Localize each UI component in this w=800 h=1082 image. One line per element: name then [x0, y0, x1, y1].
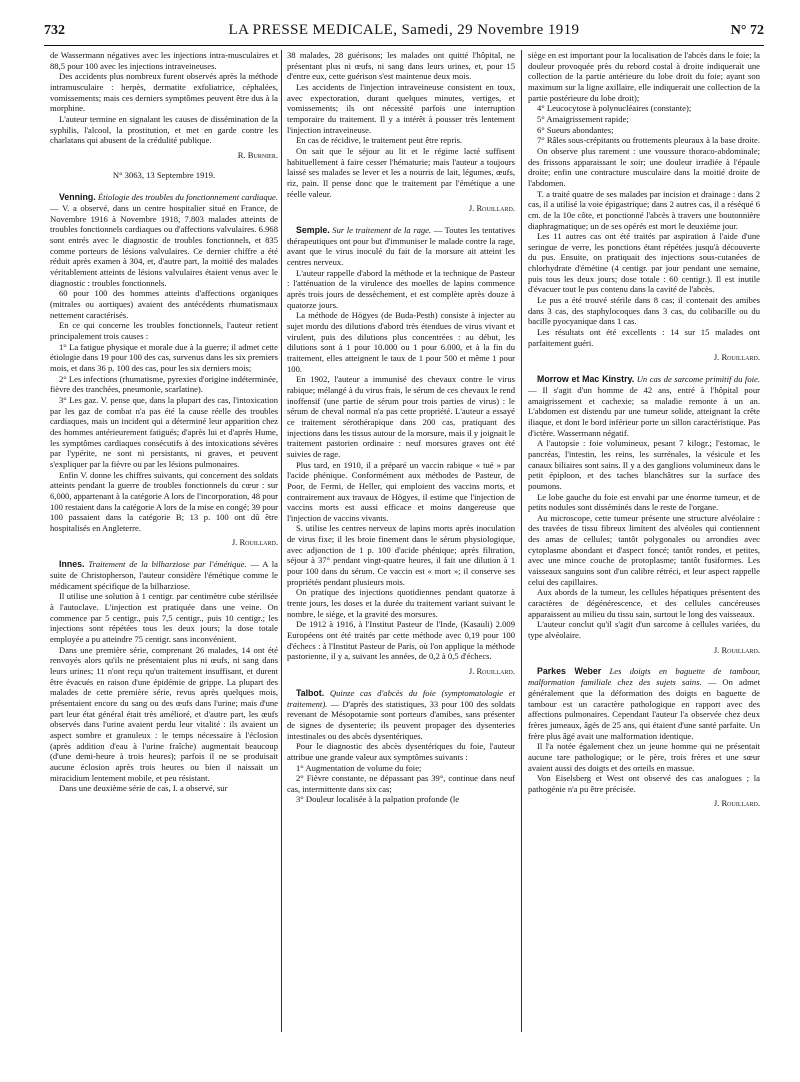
author-signature: J. Rouillard.: [713, 798, 760, 809]
article-venning: [50, 192, 278, 288]
paragraph: En cas de récidive, le traitement peut être repris.: [296, 135, 463, 146]
paragraph: 2° Les infections (rhumatisme, pyrexies d'origine indéterminée, fièvre des tranchées, pneumonie, scarlatine).: [50, 373, 278, 395]
paragraph: La méthode de Högyes (de Buda-Pesth) consiste à injecter au sujet mordu des dilutions d'abord très étendues de virus vivant et virulent, puis des dilutions plus concentrées : au début, les dilutions sont à 1 pour 10.000 ou 1 pour 6.000, et à la fin du traitement, elles atteignent le taux de 1 pour 500 et même 1 pour 100.: [287, 310, 515, 374]
author-signature: R. Burnier.: [237, 149, 278, 160]
issue-number: N° 72: [730, 23, 764, 38]
article-text: — D'après des statistiques, 33 pour 100 des soldats revenant de Mésopotamie sont porteurs d'amibes, sans présenter de signes de dysenterie; ils peuvent propager des dysenteries intestinales ou des abcès dysentériques.: [287, 698, 515, 741]
paragraph: T. a traité quatre de ses malades par incision et drainage : dans 2 cas, il a utilisé la voie épigastrique; dans 2 autres cas, il a réséqué 6 cm. de la 10e côte, et ponctionné l'abcès à travers une boutonnière diaphragmatique; un de ses opérés est mort le deuxième jour.: [528, 188, 760, 231]
article-title: Un cas de sarcome primitif du foie.: [636, 374, 760, 385]
article-title: Traitement de la bilharziose par l'émétique.: [88, 559, 247, 570]
author-signature: J. Rouillard.: [713, 352, 760, 363]
article-talbot: [287, 688, 515, 742]
paragraph: 3° Les gaz. V. pense que, dans la plupart des cas, l'intoxication par les gaz de combat n'a pas été la cause réelle des troubles cardiaques, mais un incident qui a déterminé leur apparition chez des hommes antérieurement fatigués; d'après lui et d'après Hume, les symptômes cardiaques consécutifs à des intoxications sévères par l'ypérite, ne sont ni persistants, ni graves, et peuvent s'expliquer par la fièvre ou par les lésions pulmonaires.: [50, 394, 278, 469]
paragraph: Le pus a été trouvé stérile dans 8 cas; il contenait des amibes dans 3 cas, des staphylocoques dans 3 cas, du colibacille ou du bacille pyocyanique dans 1 cas.: [528, 295, 760, 327]
paragraph: Les accidents de l'injection intraveineuse consistent en toux, avec expectoration, durant quelques minutes, vertiges, et vomissements; ils ont nécessité parfois une interruption temporaire du traitement. Il y a intérêt à pousser très lentement l'injection intraveineuse.: [287, 81, 515, 135]
paragraph: L'auteur termine en signalant les causes de dissémination de la syphilis, l'alcool, la prostitution, et met en garde contre les charlatans qui abusent de la crédulité publique.: [50, 113, 278, 146]
article-author: Semple.: [296, 224, 330, 235]
paragraph: S. utilise les centres nerveux de lapins morts après inoculation de virus fixe; il les broie finement dans le sérum physiologique, avec adjonction de 1 p. 100 d'acide phénique; après filtration, séjour à 37° pendant vingt-quatre heures, il fait une dilution à 1 pour 100 dans du sérum. Ce vaccin est « mort »; il conserve ses propriétés pendant plusieurs mois.: [287, 523, 515, 587]
article-text: — On admet généralement que la déformation des doigts en baguette de tambour est un caractère pathologique en rapport avec des affections pulmonaires. Cependant l'auteur l'a observée chez deux frères jumeaux, âgés de 25 ans, qui étaient d'une santé parfaite. Un frère plus âgé avait une malformation identique.: [528, 677, 760, 741]
article-innes: [50, 559, 278, 591]
author-signature: J. Rouillard.: [231, 537, 278, 548]
paragraph: En ce qui concerne les troubles fonctionnels, l'auteur retient principalement trois causes :: [50, 320, 278, 341]
paragraph: On pratique des injections quotidiennes pendant quatorze à trente jours, les doses et la durée du traitement variant suivant le nombre, le siège, et la gravité des morsures.: [287, 587, 515, 619]
paragraph: Dans une première série, comprenant 26 malades, 14 ont été renvoyés alors qu'ils ne présentaient plus ni œufs, ni sang dans leurs urines; 11 n'ont reçu qu'un traitement insuffisant, et durent être évacués en raison d'une épidémie de grippe. La plupart des malades de cette première série, revus après quelques mois, présentaient encore du sang ou des œufs dans l'urine; mais d'une part leur état général était très amélioré, et d'autre part, les œufs observés dans l'urine avaient perdu leur vitalité : ils avaient un aspect sombre et granuleux : le temps nécessaire à l'éclosion (après addition d'eau à l'urine fraîche) augmentait beaucoup (d'une demi-heure à trois heures); parfois il ne se produisait aucune éclosion après trois heures ou bien il naissait un miracidium lentement mobile, et peu résistant.: [50, 644, 278, 783]
paragraph: Dans une deuxième série de cas, I. a observé, sur: [59, 783, 228, 794]
paragraph: 1° La fatigue physique et morale due à la guerre; il admet cette étiologie dans 19 pour 100 des cas, survenus dans les six premiers mois, et dans 36 p. 100 des cas, pour les six derniers mois;: [50, 341, 278, 373]
article-title: Quinze cas d'abcès du foie (symptomatologie et traitement).: [287, 687, 516, 709]
column-2: [287, 50, 515, 805]
paragraph: Pour le diagnostic des abcès dysentériques du foie, l'auteur attribue une grande valeur aux symptômes suivants :: [287, 741, 515, 762]
column-3: [528, 50, 760, 813]
paragraph: 3° Douleur localisée à la palpation profonde (le: [296, 794, 460, 805]
paragraph: Il utilise une solution à 1 centigr. par centimètre cube stérilisée à l'autoclave. L'injection est pratiquée dans une veine. On commence par 5 centigr., puis 7,5 centigr., puis 10 centigr.; les injections sont répétées tous les deux jours; la dose totale employée a pu atteindre 75 centigr. sans inconvénient.: [50, 591, 278, 644]
paragraph: Aux abords de la tumeur, les cellules hépatiques présentent des caractères de dégénérescence, et des cellules cancéreuses apparaissent au milieu du tissu sain, surtout le long des vaisseaux.: [528, 587, 760, 619]
paragraph: 6° Sueurs abondantes;: [537, 124, 614, 135]
report-reference: N° 3063, 13 Septembre 1919.: [112, 169, 216, 180]
article-text: — A la suite de Christopherson, l'auteur considère l'émétique comme le médicament spécifique de la bilharziose.: [50, 559, 278, 591]
paragraph: 38 malades, 28 guérisons; les malades ont quitté l'hôpital, ne présentant plus ni œufs, ni sang dans leurs urines, et, pour 15 d'entre eux, cette guérison s'est maintenue deux mois.: [287, 50, 515, 82]
paragraph: Au microscope, cette tumeur présente une structure alvéolaire : des travées de tissu fibreux limitent des alvéoles qui contiennent des amas de cellules; tantôt polygonales ou arrondies avec cytoplasme abondant et d'aspect foncé; tantôt rondes, et petites, avec une mince couche de protoplasme; tantôt fusiformes. Les vaisseaux sanguins sont d'un calibre rétréci, et leur aspect rappelle celui des capillaires.: [528, 512, 760, 587]
article-title: Les doigts en baguette de tambour, malformation familiale chez des sujets sains.: [528, 666, 760, 688]
paragraph: Plus tard, en 1910, il a préparé un vaccin rabique « tué » par l'acide phénique. Conformément aux méthodes de Pasteur, de Poor, de Fermi, de Heller, qui emploient des vaccins morts, et contrairement aux travaux de Högyes, il estime que l'injection de vaccins morts est aussi efficace et moins dangereuse que l'injection de vaccins vivants.: [287, 459, 515, 523]
paragraph: 60 pour 100 des hommes atteints d'affections organiques (mitrales ou aortiques) avaient des antécédents rhumatismaux nettement caractérisés.: [50, 288, 278, 320]
header-rule: [44, 45, 764, 46]
paragraph: Le lobe gauche du foie est envahi par une énorme tumeur, et de petits nodules sont disséminés dans le reste de l'organe.: [528, 491, 760, 513]
article-semple: [287, 225, 515, 268]
article-morrow: [528, 374, 760, 438]
paragraph: Les 11 autres cas ont été traités par aspiration à l'aide d'une seringue de verre, les ponctions étant répétées jusqu'à découverte du pus. Ensuite, on pratiquait des injections sous-cutanées de chlorhydrate d'émétine (4 centigr. par jour pendant une semaine, puis tous les deux jours; dose totale : 60 centigr.). Il est inutile d'évacuer tout le pus contenu dans la cavité de l'abcès.: [528, 231, 760, 295]
author-signature: J. Rouillard.: [713, 644, 760, 655]
paragraph: Les résultats ont été excellents : 14 sur 15 malades ont parfaitement guéri.: [528, 327, 760, 348]
paragraph: Von Eiselsberg et West ont observé des cas analogues ; la pathogénie n'a pu être précisée.: [528, 773, 760, 794]
article-text: — V. a observé, dans un centre hospitalier situé en France, de Novembre 1916 à Novembre 1918, 7.803 malades atteints de troubles fonctionnels cardiaques ou d'affections valvulaires. 6.968 sont entrés avec le diagnostic de troubles fonctionnels, et 835 comme porteurs de lésions valvulaires. Ce dernier chiffre a été réduit après examen à 304, et, d'autre part, la moitié des malades véritablement atteints de lésions valvulaires étaient venus avec le diagnostic : troubles fonctionnels.: [50, 203, 278, 288]
paragraph: 7° Râles sous-crépitants ou frottements pleuraux à la base droite.: [537, 135, 760, 146]
paragraph: On observe plus rarement : une voussure thoraco-abdominale; des frissons apparaissant le soir; une douleur irradiée à l'épaule droite; enfin une contracture musculaire dans la moitié droite de l'abdomen.: [528, 145, 760, 188]
paragraph: Il l'a notée également chez un jeune homme qui ne présentait aucune tare pathologique; or le père, trois frères et une sœur avaient aussi des doigts et des orteils en massue.: [528, 741, 760, 773]
paragraph: On sait que le séjour au lit et le régime lacté suffisent habituellement à faire cesser l'hématurie; mais l'auteur a toujours laissé ses malades se lever et les a nourris de lait, légumes, œufs, riz, pain. Il pense donc que le traitement par l'émétique a une réelle valeur.: [287, 145, 515, 199]
article-author: Innes.: [59, 559, 85, 570]
article-title: Sur le traitement de la rage.: [332, 224, 432, 235]
paragraph: 2° Fièvre constante, ne dépassant pas 39°, continue dans neuf cas, intermittente dans six cas;: [287, 773, 515, 794]
paragraph: de Wassermann négatives avec les injections intra-musculaires et 88,5 pour 100 avec les injections intraveineuses.: [50, 50, 278, 71]
article-author: Morrow et Mac Kinstry.: [537, 374, 635, 385]
paragraph: 4° Leucocytose à polynucléaires (constante);: [537, 103, 692, 114]
article-parkes-weber: [528, 666, 760, 741]
column-1: [50, 50, 278, 794]
paragraph: En 1902, l'auteur a immunisé des chevaux contre le virus rabique; mélangé à du virus frais, le sérum de ces chevaux le rend inoffensif (une partie de sérum pour trois parties de virus) : le sérum de cheval normal n'a pas cette propriété. L'auteur a essayé ce traitement sérothérapique dans 200 cas, pratiquant des injections dans les tissus autour de la morsure, mais il y joignait le traitement pastorien ordinaire : neuf morsures graves ont été suivies de rage.: [287, 374, 515, 459]
paragraph: Enfin V. donne les chiffres suivants, qui concernent des soldats atteints pendant la guerre de troubles fonctionnels du cœur : sur 6,000, appartenant à la catégorie A lors de l'incorporation, 48 pour 100 restaient dans la catégorie A lors de la mise en congé; 39 pour 100 passaient dans la catégorie B; 13 p. 100 ont dû être hospitalisés en Angleterre.: [50, 469, 278, 533]
running-title: LA PRESSE MEDICALE, Samedi, 29 Novembre 1919: [228, 22, 580, 38]
paragraph: A l'autopsie : foie volumineux, pesant 7 kilogr.; l'estomac, le pancréas, l'intestin, les reins, les surrénales, la vésicule et les canaux biliaires sont sains. Il y a des ganglions volumineux dans le petit épiploon, et des taches blanchâtres sur la surface des poumons.: [528, 438, 760, 491]
page-number: 732: [44, 23, 65, 38]
paragraph: siège en est important pour la localisation de l'abcès dans le foie; la douleur provoquée près du rebord costal à droite indiquerait une collection de la partie antérieure du lobe droit du foie; ayant son maximum sur la ligne axillaire, elle indiquerait une collection de la partie postérieure du lobe droit);: [528, 50, 760, 103]
article-author: Venning.: [59, 192, 96, 203]
paragraph: Des accidents plus nombreux furent observés après la méthode intramusculaire : herpès, dermatite exfoliatrice, céphalées, vomissements; mais ces derniers symptômes peuvent être dus à la morphine.: [50, 71, 278, 114]
paragraph: 1° Augmentation de volume du foie;: [296, 762, 422, 773]
author-signature: J. Rouillard.: [468, 203, 515, 214]
paragraph: L'auteur rappelle d'abord la méthode et la technique de Pasteur : l'atténuation de la virulence des moelles de lapins commence après trois jours de dessèchement, et est complète après douze à quatorze jours.: [287, 267, 515, 310]
article-author: Talbot.: [296, 687, 325, 698]
article-text: — Toutes les tentatives thérapeutiques ont pour but d'immuniser le malade contre la rage, avant que le virus inoculé du fait de la morsure ait atteint les centres nerveux.: [287, 224, 516, 268]
article-title: Étiologie des troubles du fonctionnement cardiaque.: [97, 192, 278, 203]
author-signature: J. Rouillard.: [468, 666, 515, 676]
column-divider-1: [281, 50, 282, 1032]
page-header: [44, 18, 764, 44]
article-text: — Il s'agit d'un homme de 42 ans, entré à l'hôpital pour amaigrissement et cachexie; sa maladie remonte à un an. L'abdomen est distendu par une tumeur solide, atteignant la crête iliaque, et dont le bord inférieur porte un sillon caractéristique. Pas d'ictère. Wassermann négatif.: [528, 384, 760, 438]
paragraph: De 1912 à 1916, à l'Institut Pasteur de l'Inde, (Kasauli) 2.009 Européens ont été traités par cette méthode avec 0,19 pour 100 d'échecs : à l'Institut Pasteur de Paris, où l'on applique la méthode pastorienne, il y a, suivant les années, de 0,2 à 0,5 d'échecs.: [287, 619, 515, 662]
article-author: Parkes Weber: [537, 666, 602, 677]
paragraph: L'auteur conclut qu'il s'agit d'un sarcome à cellules variées, du type alvéolaire.: [528, 619, 760, 641]
column-divider-2: [521, 50, 522, 1032]
paragraph: 5° Amaigrissement rapide;: [537, 113, 629, 124]
